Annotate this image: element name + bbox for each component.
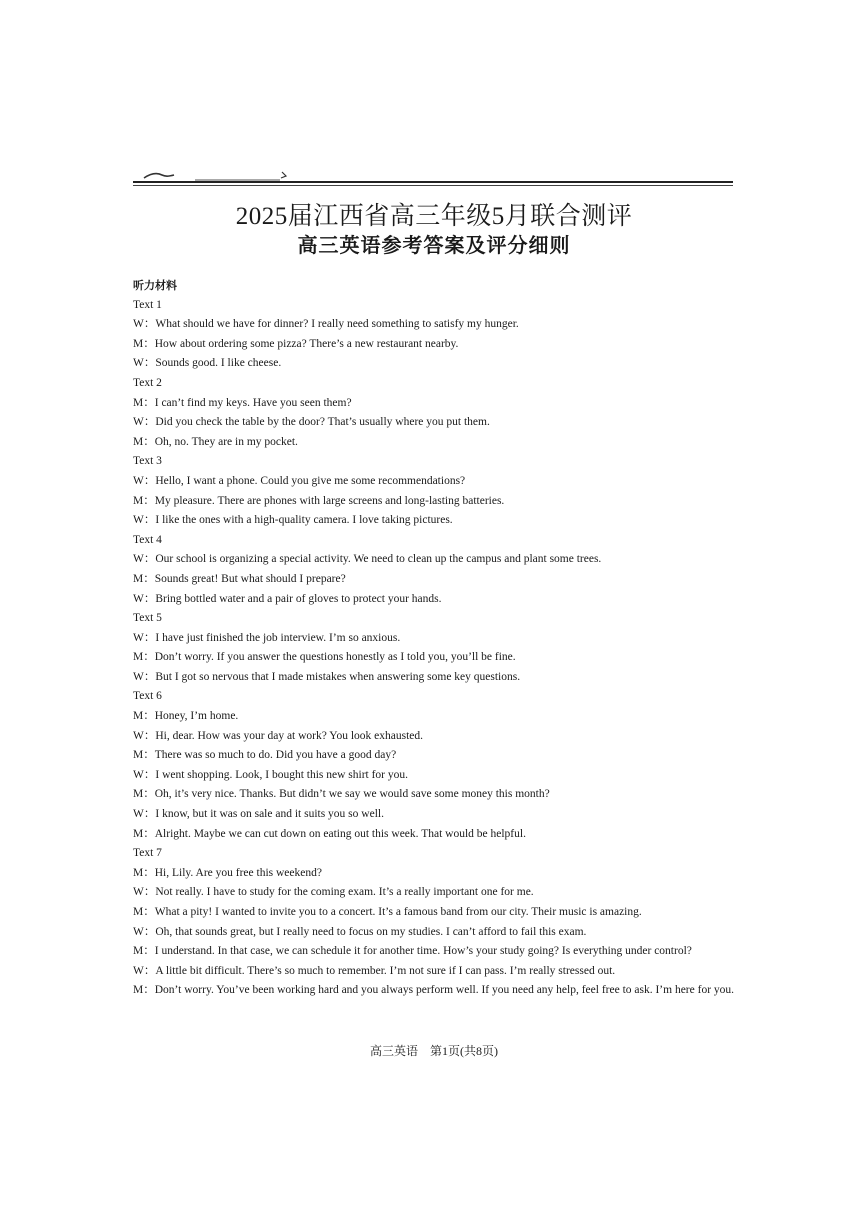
utterance-text: Hi, Lily. Are you free this weekend? (154, 866, 322, 879)
speaker-label: W (133, 631, 144, 644)
utterance-text: Don’t worry. You’ve been working hard and you always perform well. If you need any help, feel free to ask. I’m here for you. (154, 984, 735, 997)
dialogue-line (133, 825, 736, 845)
dialogue-line (133, 805, 736, 825)
speaker-separator: ： (143, 808, 156, 821)
speaker-separator: ： (143, 474, 156, 487)
text-heading: Text 7 (133, 847, 162, 860)
utterance-text: Not really. I have to study for the coming exam. It’s a really important one for me. (155, 886, 534, 899)
dialogue-line (133, 511, 736, 531)
document-subtitle: 高三英语参考答案及评分细则 (297, 233, 571, 257)
speaker-separator: ： (143, 357, 156, 370)
speaker-separator: ： (143, 886, 156, 899)
utterance-text: A little bit difficult. There’s so much to remember. I’m not sure if I can pass. I’m really stressed out. (155, 964, 616, 977)
utterance-text: Hi, dear. How was your day at work? You look exhausted. (155, 729, 424, 742)
utterance-text: I can’t find my keys. Have you seen them? (154, 396, 352, 409)
dialogue-line (133, 766, 736, 786)
dialogue-line (133, 962, 736, 982)
speaker-separator: ： (143, 494, 155, 507)
dialogue-line (133, 648, 736, 668)
speaker-label: W (133, 553, 144, 566)
dialogue-line (133, 981, 736, 1001)
utterance-text: Bring bottled water and a pair of gloves to protect your hands. (155, 592, 442, 605)
speaker-separator: ： (143, 866, 155, 879)
speaker-separator: ： (143, 906, 155, 918)
utterance-text: Oh, that sounds great, but I really need to focus on my studies. I can’t afford to fail this exam. (155, 925, 587, 938)
text-heading: Text 2 (133, 376, 162, 389)
utterance-text: How about ordering some pizza? There’s a new restaurant nearby. (154, 337, 459, 350)
speaker-label: W (133, 357, 144, 370)
speaker-label: W (133, 514, 144, 527)
document-title: 2025届江西省高三年级5月联合测评 (235, 203, 633, 230)
dialogue-line (133, 472, 736, 492)
speaker-label: W (133, 808, 144, 821)
speaker-separator: ： (143, 631, 156, 644)
utterance-text: There was so much to do. Did you have a good day? (154, 749, 397, 762)
speaker-separator: ： (143, 396, 155, 409)
speaker-label: W (133, 592, 144, 605)
speaker-separator: ： (143, 788, 155, 801)
dialogue-line (133, 433, 736, 453)
speaker-separator: ： (143, 651, 155, 664)
header-scribble (140, 166, 290, 182)
speaker-label: M (133, 494, 144, 507)
text-heading: Text 5 (133, 612, 162, 625)
utterance-text: Hello, I want a phone. Could you give me some recommendations? (155, 474, 466, 487)
utterance-text: What should we have for dinner? I really need something to satisfy my hunger. (155, 318, 519, 331)
utterance-text: I know, but it was on sale and it suits you so well. (155, 808, 384, 821)
dialogue-line (133, 590, 736, 610)
dialogue-line (133, 315, 736, 335)
utterance-text: Did you check the table by the door? That’s usually where you put them. (155, 416, 490, 429)
speaker-label: M (133, 749, 144, 762)
speaker-separator: ： (143, 984, 155, 997)
utterance-text: I have just finished the job interview. I’m so anxious. (155, 631, 401, 644)
speaker-label: M (133, 984, 144, 997)
utterance-text: Sounds good. I like cheese. (155, 357, 282, 370)
page-footer: 高三英语 第1页(共8页) (370, 1044, 498, 1058)
speaker-label: M (133, 906, 144, 918)
utterance-text: Honey, I’m home. (154, 710, 239, 723)
speaker-label: M (133, 827, 144, 840)
speaker-separator: ： (143, 318, 156, 331)
dialogue-line (133, 707, 736, 727)
dialogue-line (133, 785, 736, 805)
dialogue-line (133, 570, 736, 590)
dialogue-line (133, 727, 736, 747)
speaker-label: W (133, 416, 144, 429)
utterance-text: But I got so nervous that I made mistakes when answering some key questions. (155, 670, 521, 683)
text-heading: Text 3 (133, 455, 162, 468)
dialogue-line (133, 746, 736, 766)
speaker-label: W (133, 886, 144, 899)
speaker-separator: ： (143, 710, 155, 723)
speaker-separator: ： (143, 553, 156, 566)
speaker-label: M (133, 945, 144, 958)
speaker-label: W (133, 768, 144, 781)
dialogue-line (133, 883, 736, 903)
speaker-separator: ： (143, 964, 156, 977)
utterance-text: Sounds great! But what should I prepare? (154, 572, 346, 585)
utterance-text: Oh, no. They are in my pocket. (154, 435, 298, 448)
speaker-label: M (133, 710, 144, 723)
speaker-label: W (133, 729, 144, 742)
speaker-label: W (133, 474, 144, 487)
speaker-label: M (133, 651, 144, 664)
speaker-label: M (133, 572, 144, 585)
speaker-separator: ： (143, 768, 156, 781)
utterance-text: What a pity! I wanted to invite you to a concert. It’s a famous band from our city. Their music is amazing. (154, 906, 642, 918)
utterance-text: Alright. Maybe we can cut down on eating out this week. That would be helpful. (154, 827, 526, 840)
utterance-text: Our school is organizing a special activity. We need to clean up the campus and plant some trees. (155, 553, 602, 566)
utterance-text: My pleasure. There are phones with large screens and long-lasting batteries. (154, 494, 505, 507)
speaker-separator: ： (143, 435, 155, 448)
dialogue-line (133, 335, 736, 355)
dialogue-line (133, 668, 736, 688)
dialogue-line (133, 492, 736, 512)
speaker-label: W (133, 925, 144, 938)
dialogue-line (133, 942, 736, 962)
text-heading: Text 1 (133, 298, 162, 311)
dialogue-line (133, 903, 736, 923)
utterance-text: I understand. In that case, we can schedule it for another time. How’s your study going? Is everything under control? (154, 945, 692, 958)
speaker-label: W (133, 964, 144, 977)
section-label: 听力材料 (133, 279, 177, 292)
speaker-label: W (133, 670, 144, 683)
utterance-text: Don’t worry. If you answer the questions honestly as I told you, you’ll be fine. (154, 651, 516, 664)
dialogue-line (133, 394, 736, 414)
speaker-separator: ： (143, 572, 155, 585)
dialogue-line (133, 413, 736, 433)
utterance-text: Oh, it’s very nice. Thanks. But didn’t we say we would save some money this month? (154, 788, 550, 801)
dialogue-line (133, 864, 736, 884)
speaker-separator: ： (143, 416, 156, 429)
speaker-label: M (133, 435, 144, 448)
speaker-separator: ： (143, 514, 156, 527)
text-heading: Text 4 (133, 533, 162, 546)
header-rule (133, 181, 733, 186)
speaker-separator: ： (143, 729, 156, 742)
dialogue-line (133, 923, 736, 943)
speaker-separator: ： (143, 925, 156, 938)
utterance-text: I went shopping. Look, I bought this new shirt for you. (155, 768, 409, 781)
dialogue-line (133, 354, 736, 374)
dialogue-line (133, 550, 736, 570)
speaker-separator: ： (143, 945, 155, 958)
utterance-text: I like the ones with a high-quality camera. I love taking pictures. (155, 514, 453, 527)
dialogue-line (133, 629, 736, 649)
speaker-separator: ： (143, 827, 155, 840)
text-heading: Text 6 (133, 690, 162, 703)
speaker-label: W (133, 318, 144, 331)
speaker-separator: ： (143, 749, 155, 762)
speaker-label: M (133, 396, 144, 409)
speaker-separator: ： (143, 670, 156, 683)
speaker-separator: ： (143, 337, 155, 350)
speaker-separator: ： (143, 592, 156, 605)
speaker-label: M (133, 337, 144, 350)
speaker-label: M (133, 788, 144, 801)
speaker-label: M (133, 866, 144, 879)
listening-transcript (133, 276, 736, 1001)
